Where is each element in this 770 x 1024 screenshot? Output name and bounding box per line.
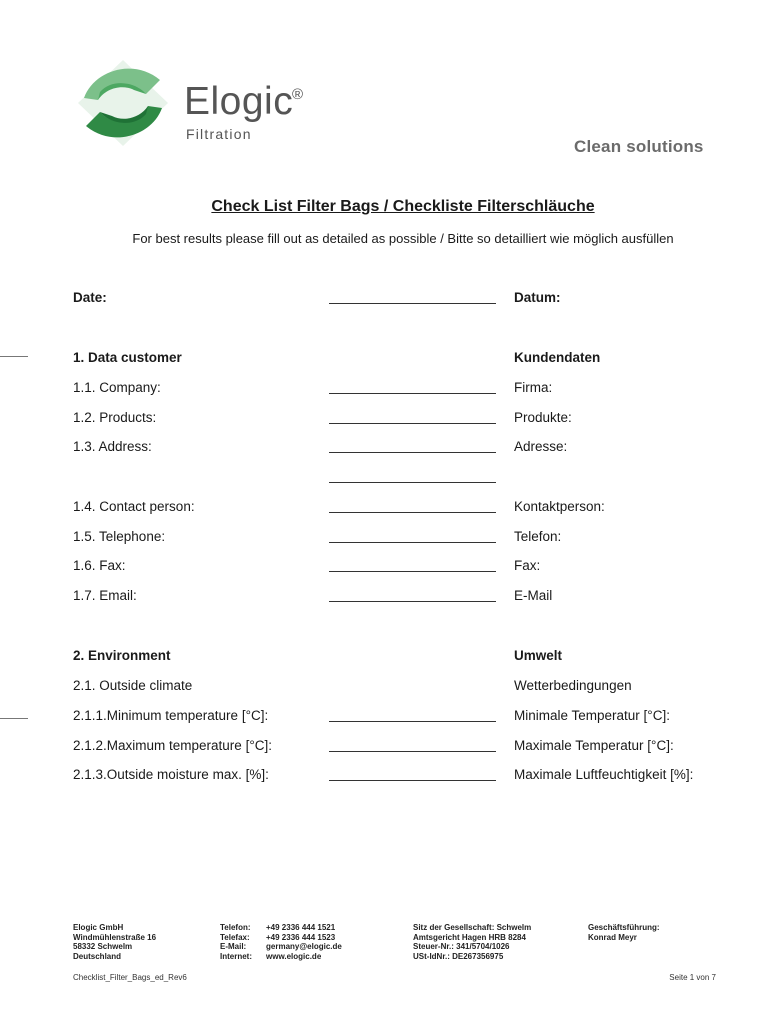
- products-row: [0, 410, 770, 428]
- max-temp-label: 2.1.2.Maximum temperature [°C]:: [73, 738, 272, 753]
- min-temp-label: 2.1.1.Minimum temperature [°C]:: [73, 708, 269, 723]
- date-label-de: Datum:: [514, 290, 561, 305]
- min-temp-field[interactable]: [329, 721, 496, 722]
- email-field[interactable]: [329, 601, 496, 602]
- company-row: [0, 380, 770, 398]
- min-temp-label-de: Minimale Temperatur [°C]:: [514, 708, 670, 723]
- footer-company-line: 58332 Schwelm: [73, 942, 133, 952]
- section-customer-title: 1. Data customer: [73, 350, 182, 365]
- min-temp-row: [0, 708, 770, 726]
- section-environment-header: [0, 648, 770, 666]
- section-environment-title: 2. Environment: [73, 648, 171, 663]
- footer-contact-labels: [220, 923, 252, 961]
- moisture-label-de: Maximale Luftfeuchtigkeit [%]:: [514, 767, 694, 782]
- page-number: Seite 1 von 7: [669, 973, 716, 982]
- contact-label-de: Kontaktperson:: [514, 499, 605, 514]
- email-row: [0, 588, 770, 606]
- document-subtitle: For best results please fill out as detailed as possible / Bitte so detailliert wie möglich ausfüllen: [132, 231, 674, 246]
- address-row-2: [0, 469, 770, 487]
- footer-company: [73, 923, 156, 961]
- fax-label: 1.6. Fax:: [73, 558, 126, 573]
- footer-email-link[interactable]: germany@elogic.de: [266, 942, 342, 952]
- products-field[interactable]: [329, 423, 496, 424]
- max-temp-row: [0, 738, 770, 756]
- moisture-field[interactable]: [329, 780, 496, 781]
- footer-company-line: Elogic GmbH: [73, 923, 124, 932]
- footer-contact-values: [266, 923, 342, 961]
- footer-management-line: Geschäftsführung:: [588, 923, 660, 932]
- footer-contact-label: Internet:: [220, 951, 252, 961]
- footer-company-line: Deutschland: [73, 951, 122, 961]
- climate-label-de: Wetterbedingungen: [514, 678, 632, 693]
- date-field[interactable]: [329, 303, 496, 304]
- products-label-de: Produkte:: [514, 410, 572, 425]
- email-label-de: E-Mail: [514, 588, 553, 603]
- footer-registry: [413, 923, 531, 961]
- footer-contact-label: E-Mail:: [220, 942, 247, 952]
- footer-company-line: Windmühlenstraße 16: [73, 932, 157, 942]
- document-title: Check List Filter Bags / Checkliste Filterschläuche: [211, 198, 595, 215]
- footer-website-link[interactable]: www.elogic.de: [266, 951, 322, 961]
- footer-contact-label: Telefax:: [220, 932, 250, 942]
- contact-field[interactable]: [329, 512, 496, 513]
- address-label-de: Adresse:: [514, 439, 568, 454]
- contact-label: 1.4. Contact person:: [73, 499, 195, 514]
- footer-registry-line: Amtsgericht Hagen HRB 8284: [413, 932, 526, 942]
- footer-registry-line: USt-IdNr.: DE267356975: [413, 951, 504, 961]
- elogic-logo-icon: [76, 58, 170, 148]
- registered-mark: ®: [292, 86, 304, 103]
- telephone-label: 1.5. Telephone:: [73, 529, 166, 544]
- climate-label: 2.1. Outside climate: [73, 678, 193, 693]
- company-label-de: Firma:: [514, 380, 553, 395]
- tagline: Clean solutions: [574, 137, 704, 156]
- document-id: Checklist_Filter_Bags_ed_Rev6: [73, 973, 187, 982]
- company-label: 1.1. Company:: [73, 380, 161, 395]
- fax-row: [0, 558, 770, 576]
- footer-management-line: Konrad Meyr: [588, 932, 637, 942]
- address-row: [0, 439, 770, 457]
- contact-row: [0, 499, 770, 517]
- footer-management: [588, 923, 660, 942]
- brand-name: Elogic: [184, 80, 294, 123]
- section-customer-title-de: Kundendaten: [514, 350, 601, 365]
- moisture-label: 2.1.3.Outside moisture max. [%]:: [73, 767, 269, 782]
- company-field[interactable]: [329, 393, 496, 394]
- telephone-field[interactable]: [329, 542, 496, 543]
- section-environment-title-de: Umwelt: [514, 648, 563, 663]
- telephone-row: [0, 529, 770, 547]
- footer-contact-label: Telefon:: [220, 923, 251, 932]
- email-label: 1.7. Email:: [73, 588, 137, 603]
- brand-subtitle: Filtration: [186, 126, 252, 142]
- footer-registry-line: Steuer-Nr.: 341/5704/1026: [413, 942, 510, 952]
- fax-label-de: Fax:: [514, 558, 541, 573]
- climate-row: [0, 678, 770, 696]
- fax-field[interactable]: [329, 571, 496, 572]
- address-field-2[interactable]: [329, 482, 496, 483]
- address-label: 1.3. Address:: [73, 439, 152, 454]
- address-field[interactable]: [329, 452, 496, 453]
- footer-registry-line: Sitz der Gesellschaft: Schwelm: [413, 923, 532, 932]
- max-temp-label-de: Maximale Temperatur [°C]:: [514, 738, 674, 753]
- footer-fax: +49 2336 444 1523: [266, 932, 336, 942]
- section-customer-header: [0, 350, 770, 368]
- max-temp-field[interactable]: [329, 751, 496, 752]
- telephone-label-de: Telefon:: [514, 529, 562, 544]
- products-label: 1.2. Products:: [73, 410, 157, 425]
- date-label: Date:: [73, 290, 107, 305]
- footer-phone: +49 2336 444 1521: [266, 923, 336, 932]
- moisture-row: [0, 767, 770, 785]
- date-row: [0, 290, 770, 308]
